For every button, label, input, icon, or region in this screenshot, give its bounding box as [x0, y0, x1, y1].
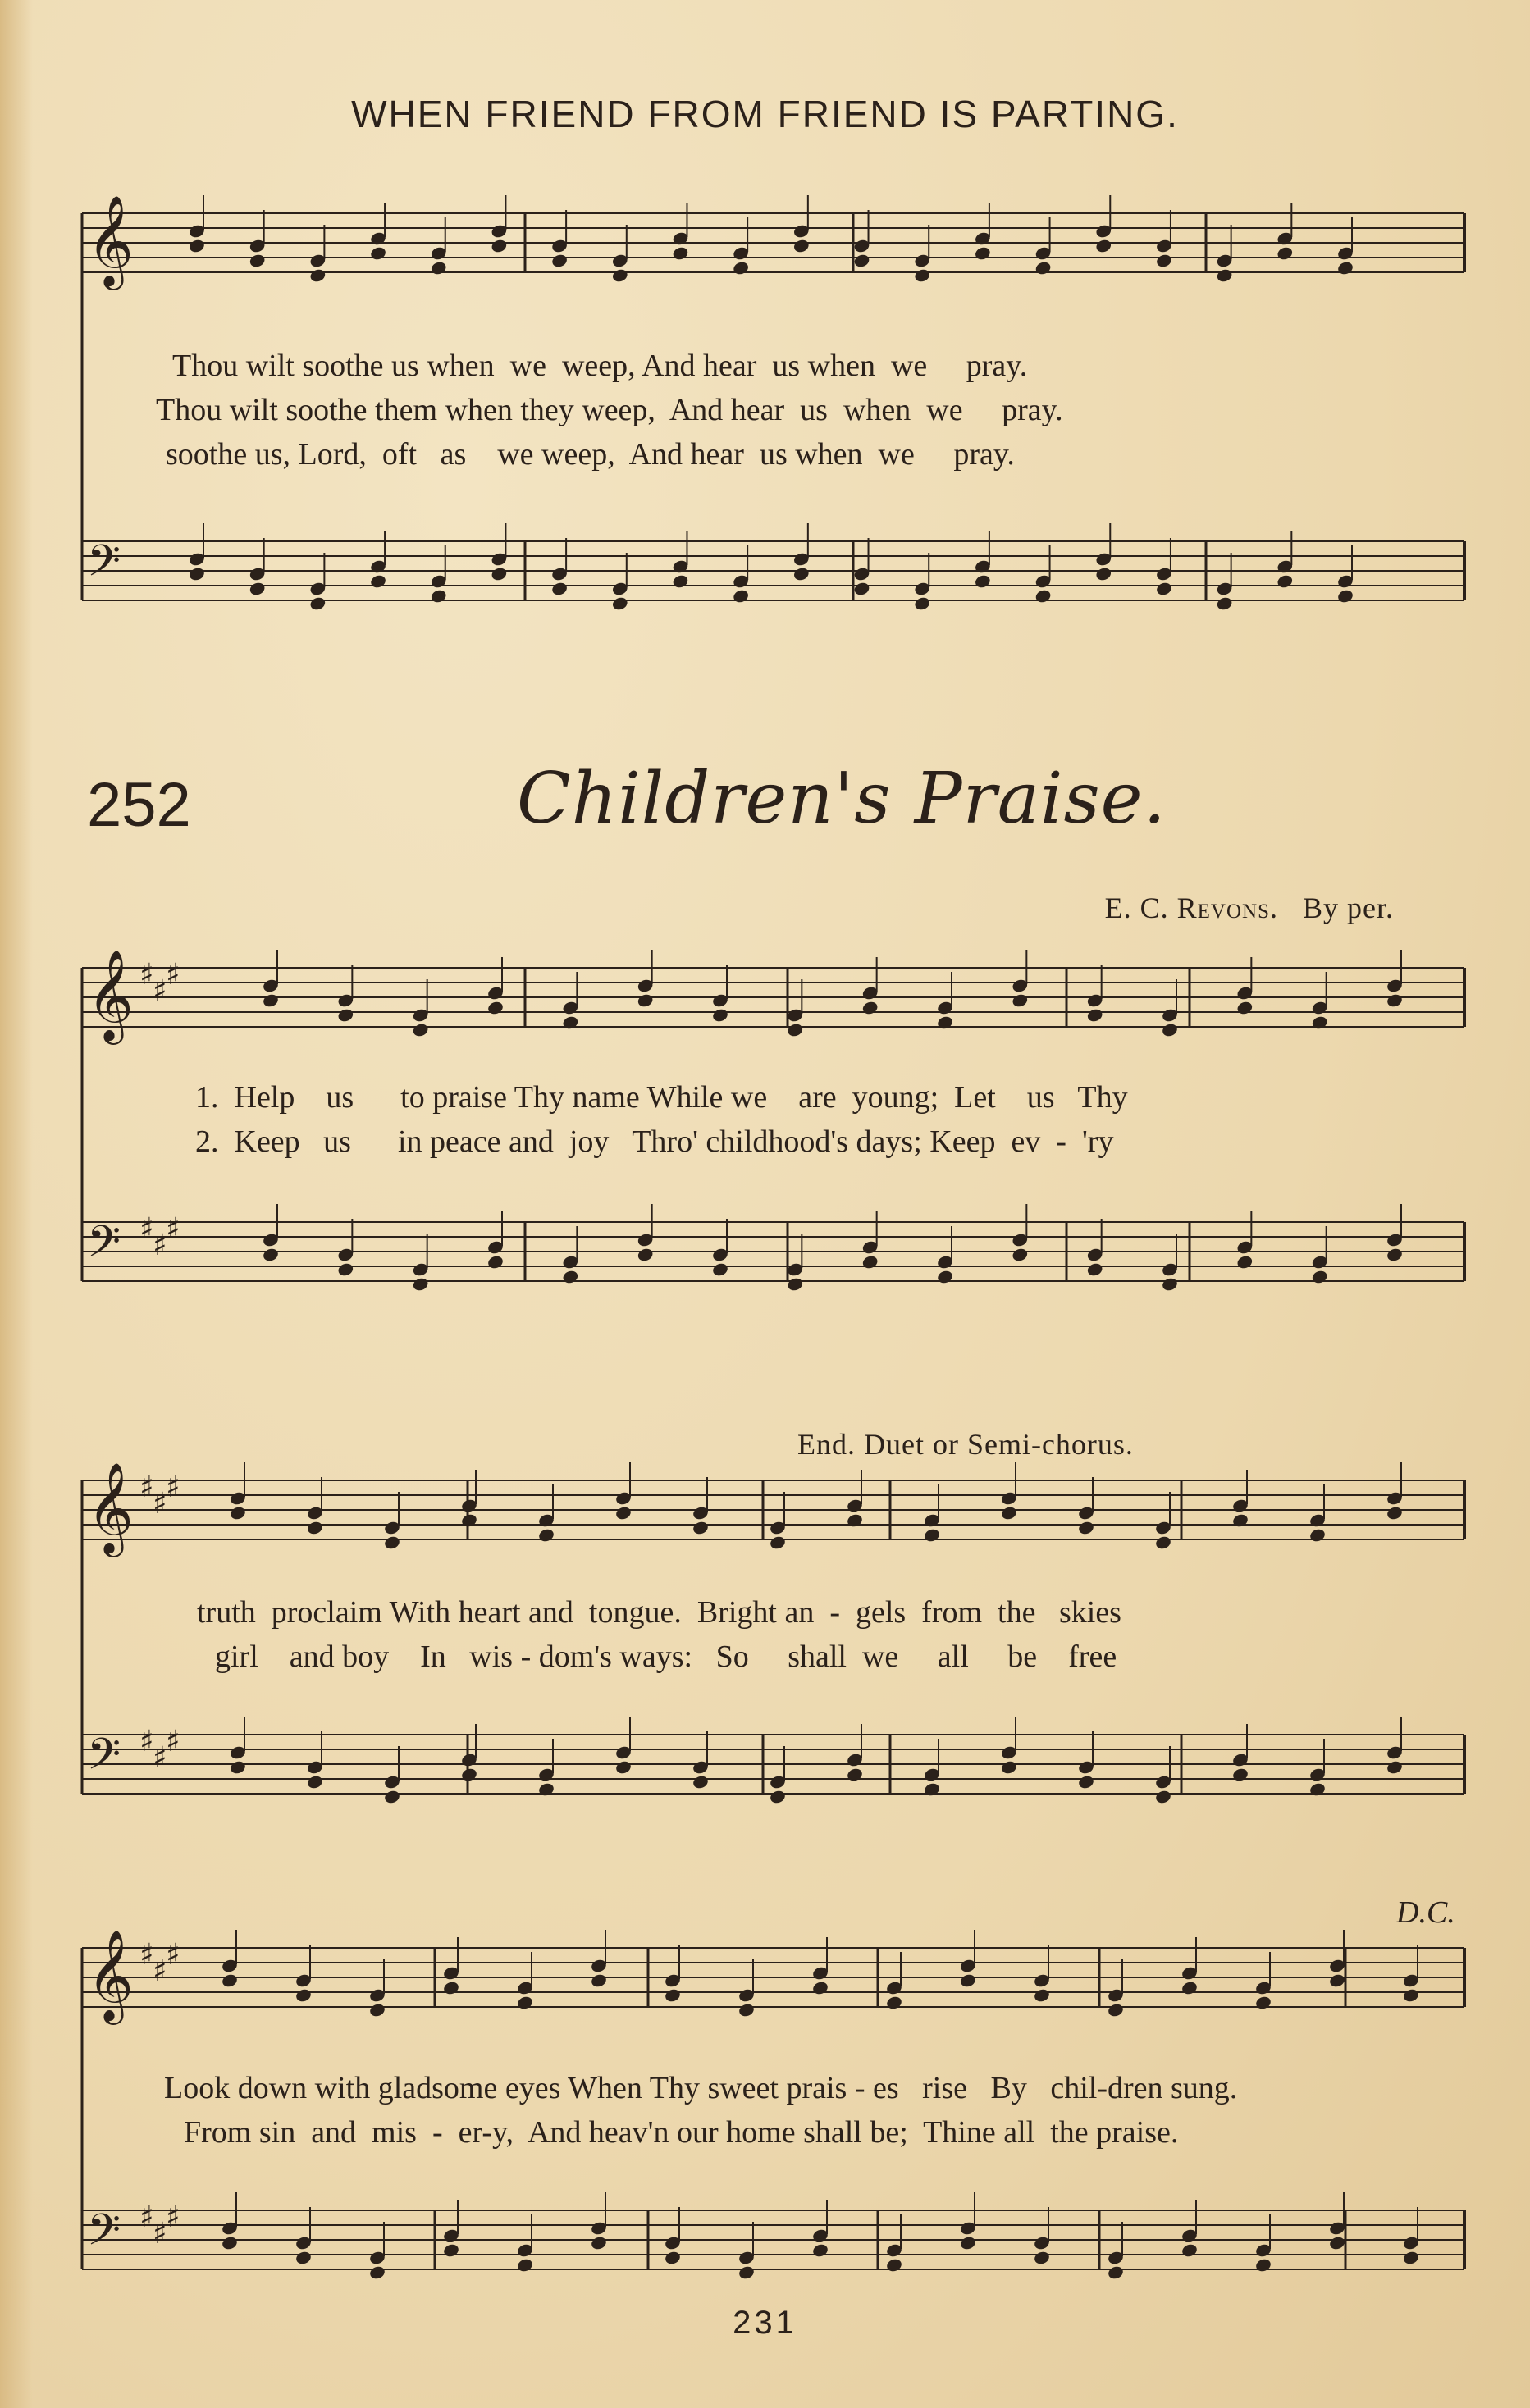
sys1-treble-note-head	[786, 1022, 804, 1038]
prev-treble-note-head	[1034, 260, 1053, 276]
sys2-bass-sharp-sign: ♯	[139, 1725, 154, 1758]
sys1-bass-note-head	[561, 1269, 579, 1284]
sys3-bass-bass-clef: 𝄢	[87, 2205, 121, 2266]
prev-bass-note-head	[430, 588, 448, 604]
sys3-bass-note-head	[1254, 2257, 1272, 2273]
sys2-bass-note-head	[1231, 1767, 1249, 1782]
sys3-treble-note-head	[1033, 1987, 1051, 2003]
prev-lyric-line-2: Thou wilt soothe them when they weep, And hear us when we pray.	[156, 393, 1063, 427]
sys2-treble-note-head	[383, 1535, 401, 1550]
sys2-bass-note-head	[1386, 1759, 1404, 1775]
sys2-treble-note-head	[1386, 1505, 1404, 1521]
sys2-treble-treble-clef: 𝄞	[87, 1462, 134, 1553]
sys3-bass-note-head	[1328, 2235, 1346, 2251]
section-label: End. Duet or Semi-chorus.	[797, 1428, 1134, 1461]
sys1-bass-note-head	[1011, 1247, 1029, 1262]
sys3-treble-note-head	[221, 1972, 239, 1988]
sys2-bass-note-head	[1308, 1781, 1327, 1797]
prev-bass-note-head	[732, 588, 750, 604]
prev-treble-note-head	[792, 238, 811, 253]
prev-treble-note-head	[249, 253, 267, 268]
sys1-treble-note-head	[1386, 992, 1404, 1008]
sys3-treble-note-head	[885, 1995, 903, 2010]
sys3-treble-note-head	[1254, 1995, 1272, 2010]
sys1-bass-note-head	[1386, 1247, 1404, 1262]
sys1-treble-note-head	[486, 1000, 505, 1015]
sys2-treble-note-head	[846, 1512, 864, 1528]
sys1-treble-treble-clef: 𝄞	[87, 949, 134, 1041]
sys1-treble-note-head	[561, 1015, 579, 1030]
system2-verse-2: girl and boy In wis - dom's ways: So shall we all be free	[215, 1640, 1117, 1674]
sys3-bass-note-head	[1033, 2250, 1051, 2265]
sys3-treble-note-head	[1181, 1980, 1199, 1995]
previous-hymn-title: WHEN FRIEND FROM FRIEND IS PARTING.	[351, 93, 1179, 135]
prev-treble-note-head	[430, 260, 448, 276]
sys1-bass-note-head	[711, 1261, 729, 1277]
sys3-bass-note-head	[295, 2250, 313, 2265]
prev-lyric-line-3: soothe us, Lord, oft as we weep, And hear us when we pray.	[166, 437, 1015, 472]
sys2-treble-sharp-sign: ♯	[166, 1471, 180, 1504]
sys3-bass-note-head	[1402, 2250, 1420, 2265]
sys2-treble-note-head	[306, 1520, 324, 1535]
prev-treble-note-head	[1216, 267, 1234, 283]
prev-bass-note-head	[1336, 588, 1354, 604]
sys2-bass-note-head	[1154, 1789, 1172, 1804]
sys2-treble-note-head	[537, 1527, 555, 1543]
sys1-treble-note-head	[711, 1007, 729, 1023]
prev-treble-note-head	[309, 267, 327, 283]
sys1-treble-note-head	[412, 1022, 430, 1038]
sys1-bass-note-head	[1235, 1254, 1254, 1270]
prev-treble-note-head	[369, 245, 387, 261]
sys3-treble-note-head	[442, 1980, 460, 1995]
sys3-treble-note-head	[738, 2002, 756, 2018]
sys3-treble-note-head	[1107, 2002, 1125, 2018]
prev-treble-note-head	[188, 238, 206, 253]
sys2-bass-note-head	[383, 1789, 401, 1804]
prev-treble-note-head	[732, 260, 750, 276]
sys2-treble-note-head	[692, 1520, 710, 1535]
sys1-bass-note-head	[1086, 1261, 1104, 1277]
prev-treble-note-head	[1155, 253, 1173, 268]
sys2-treble-note-head	[1077, 1520, 1095, 1535]
hymn-number: 252	[87, 770, 191, 840]
prev-treble-note-head	[974, 245, 992, 261]
prev-bass-note-head	[853, 581, 871, 596]
sys2-bass-sharp-sign: ♯	[166, 1725, 180, 1758]
sys2-treble-note-head	[923, 1527, 941, 1543]
sys2-bass-bass-clef: 𝄢	[87, 1730, 121, 1790]
sys1-treble-note-head	[1235, 1000, 1254, 1015]
sys2-treble-note-head	[1308, 1527, 1327, 1543]
prev-bass-note-head	[491, 566, 509, 581]
sys2-bass-note-head	[1000, 1759, 1018, 1775]
sys3-treble-note-head	[295, 1987, 313, 2003]
sys3-bass-note-head	[368, 2264, 386, 2280]
sys1-treble-note-head	[1311, 1015, 1329, 1030]
sys2-treble-note-head	[1000, 1505, 1018, 1521]
sys1-treble-note-head	[637, 992, 655, 1008]
sys1-treble-sharp-sign: ♯	[153, 974, 167, 1008]
prev-bass-note-head	[1155, 581, 1173, 596]
prev-lyric-line-1: Thou wilt soothe us when we weep, And hear us when we pray.	[172, 349, 1028, 383]
prev-bass-note-head	[188, 566, 206, 581]
sys3-treble-sharp-sign: ♯	[166, 1938, 180, 1972]
sys3-treble-note-head	[1328, 1972, 1346, 1988]
sys2-treble-sharp-sign: ♯	[139, 1471, 154, 1504]
sys1-treble-sharp-sign: ♯	[139, 958, 154, 992]
sys3-treble-note-head	[590, 1972, 608, 1988]
prev-bass-note-head	[249, 581, 267, 596]
sys2-bass-note-head	[229, 1759, 247, 1775]
sys1-treble-note-head	[1161, 1022, 1179, 1038]
sys2-treble-note-head	[769, 1535, 787, 1550]
sys1-bass-note-head	[486, 1254, 505, 1270]
sys2-treble-note-head	[460, 1512, 478, 1528]
sys1-bass-bass-clef: 𝄢	[87, 1217, 121, 1278]
prev-treble-note-head	[1094, 238, 1112, 253]
sys2-bass-note-head	[769, 1789, 787, 1804]
sys2-bass-note-head	[923, 1781, 941, 1797]
prev-bass-note-head	[369, 573, 387, 589]
sys3-bass-note-head	[516, 2257, 534, 2273]
system2-verse-1: truth proclaim With heart and tongue. Bright an - gels from the skies	[197, 1595, 1121, 1630]
sys3-bass-sharp-sign: ♯	[153, 2217, 167, 2251]
sys3-bass-note-head	[590, 2235, 608, 2251]
sys1-bass-note-head	[936, 1269, 954, 1284]
sys2-treble-note-head	[1231, 1512, 1249, 1528]
sys1-bass-note-head	[1161, 1276, 1179, 1292]
composer-name: E. C. Revons.	[1104, 892, 1278, 924]
sys2-bass-note-head	[460, 1767, 478, 1782]
prev-treble-note-head	[611, 267, 629, 283]
prev-treble-note-head	[550, 253, 569, 268]
sys3-treble-note-head	[516, 1995, 534, 2010]
sys3-bass-note-head	[1107, 2264, 1125, 2280]
prev-bass-note-head	[913, 595, 931, 611]
sys3-treble-treble-clef: 𝄞	[87, 1929, 134, 2021]
sys1-bass-note-head	[861, 1254, 879, 1270]
sys3-treble-note-head	[811, 1980, 829, 1995]
sys3-bass-sharp-sign: ♯	[139, 2200, 154, 2234]
sys1-treble-note-head	[936, 1015, 954, 1030]
prev-treble-note-head	[853, 253, 871, 268]
prev-treble-note-head	[913, 267, 931, 283]
prev-bass-note-head	[672, 573, 690, 589]
prev-treble-treble-clef: 𝄞	[87, 194, 134, 286]
sys1-bass-note-head	[336, 1261, 354, 1277]
sys1-treble-note-head	[336, 1007, 354, 1023]
sys2-treble-sharp-sign: ♯	[153, 1487, 167, 1521]
prev-bass-note-head	[1216, 595, 1234, 611]
sys3-bass-note-head	[811, 2242, 829, 2258]
sys1-bass-sharp-sign: ♯	[153, 1229, 167, 1262]
sys2-bass-sharp-sign: ♯	[153, 1741, 167, 1775]
sys3-treble-sharp-sign: ♯	[139, 1938, 154, 1972]
sys3-treble-note-head	[664, 1987, 682, 2003]
sys3-bass-note-head	[442, 2242, 460, 2258]
credit-line	[1105, 891, 1394, 925]
sys3-treble-note-head	[1402, 1987, 1420, 2003]
sys3-bass-note-head	[959, 2235, 977, 2251]
sys3-bass-note-head	[221, 2235, 239, 2251]
prev-bass-note-head	[974, 573, 992, 589]
prev-treble-note-head	[1336, 260, 1354, 276]
sys2-bass-note-head	[537, 1781, 555, 1797]
prev-treble-note-head	[672, 245, 690, 261]
prev-bass-note-head	[1094, 566, 1112, 581]
sys2-treble-note-head	[229, 1505, 247, 1521]
sys2-bass-note-head	[846, 1767, 864, 1782]
sys3-bass-sharp-sign: ♯	[166, 2200, 180, 2234]
sys3-bass-note-head	[885, 2257, 903, 2273]
sys1-bass-sharp-sign: ♯	[166, 1212, 180, 1246]
prev-bass-bass-clef: 𝄢	[87, 536, 121, 597]
sys1-bass-note-head	[786, 1276, 804, 1292]
da-capo-mark: D.C.	[1396, 1895, 1455, 1930]
hymn-title: Children's Praise.	[517, 758, 1167, 840]
prev-bass-note-head	[792, 566, 811, 581]
system1-verse-2: 2. Keep us in peace and joy Thro' childhood's days; Keep ev - 'ry	[195, 1124, 1114, 1159]
permission-note: By per.	[1303, 892, 1394, 924]
sys1-treble-note-head	[1011, 992, 1029, 1008]
sys2-treble-note-head	[614, 1505, 633, 1521]
prev-bass-note-head	[550, 581, 569, 596]
sys1-bass-note-head	[262, 1247, 280, 1262]
sys2-bass-note-head	[306, 1774, 324, 1790]
system3-verse-2: From sin and mis - er-y, And heav'n our home shall be; Thine all the praise.	[184, 2115, 1179, 2150]
sys2-treble-note-head	[1154, 1535, 1172, 1550]
sys1-bass-note-head	[1311, 1269, 1329, 1284]
prev-bass-note-head	[1034, 588, 1053, 604]
sys1-treble-note-head	[262, 992, 280, 1008]
sys1-treble-note-head	[861, 1000, 879, 1015]
sys1-treble-sharp-sign: ♯	[166, 958, 180, 992]
sys3-bass-note-head	[1181, 2242, 1199, 2258]
sys1-bass-sharp-sign: ♯	[139, 1212, 154, 1246]
sys3-treble-sharp-sign: ♯	[153, 1954, 167, 1988]
prev-bass-note-head	[1276, 573, 1294, 589]
sys1-bass-note-head	[412, 1276, 430, 1292]
prev-treble-note-head	[491, 238, 509, 253]
prev-treble-note-head	[1276, 245, 1294, 261]
system3-verse-1: Look down with gladsome eyes When Thy sweet prais - es rise By chil-dren sung.	[164, 2071, 1238, 2105]
page-number: 231	[733, 2305, 797, 2341]
prev-bass-note-head	[611, 595, 629, 611]
sys2-bass-note-head	[692, 1774, 710, 1790]
sys2-bass-note-head	[614, 1759, 633, 1775]
sys3-bass-note-head	[664, 2250, 682, 2265]
sys1-bass-note-head	[637, 1247, 655, 1262]
sys3-treble-note-head	[368, 2002, 386, 2018]
sys1-treble-note-head	[1086, 1007, 1104, 1023]
sys3-treble-note-head	[959, 1972, 977, 1988]
prev-bass-note-head	[309, 595, 327, 611]
sys3-bass-note-head	[738, 2264, 756, 2280]
system1-verse-1: 1. Help us to praise Thy name While we are young; Let us Thy	[195, 1080, 1128, 1115]
sys2-bass-note-head	[1077, 1774, 1095, 1790]
